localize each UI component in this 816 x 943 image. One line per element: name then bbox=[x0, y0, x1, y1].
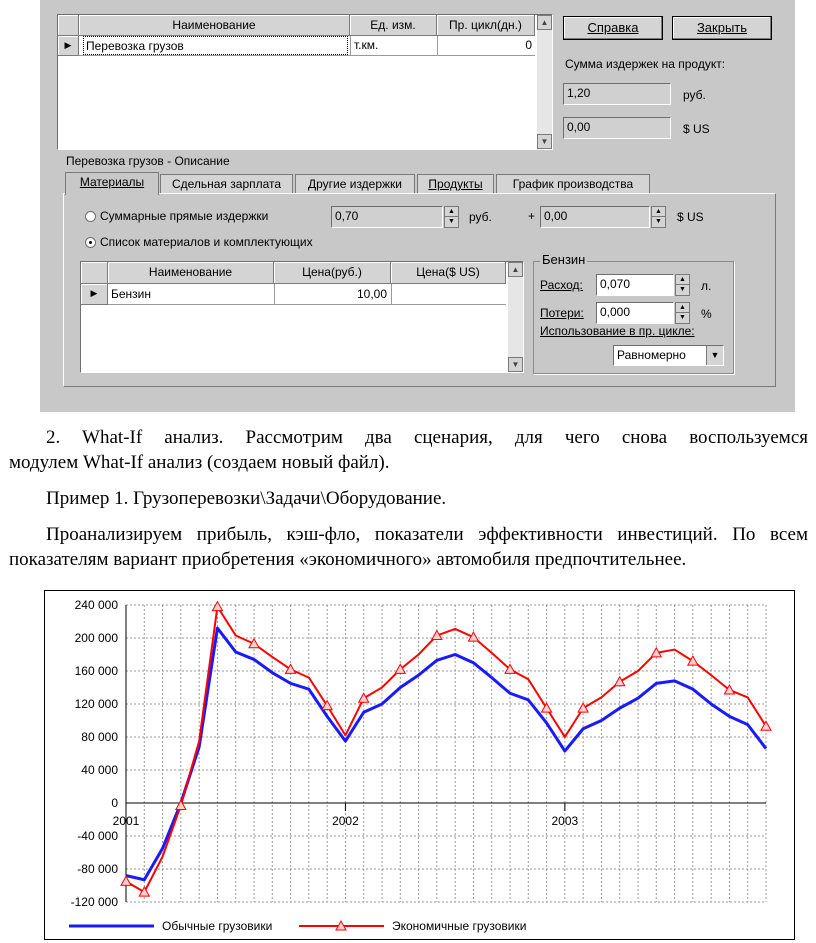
paragraph-what-if-line1: 2. What-If анализ. Рассмотрим два сценария, для чего снова воспользуемся bbox=[46, 427, 808, 448]
spin-down-icon[interactable]: ▼ bbox=[679, 286, 686, 293]
direct-usd-spinner[interactable] bbox=[651, 206, 666, 228]
column-header-cycle[interactable]: Пр. цикл(дн.) bbox=[437, 15, 535, 36]
column-header-name[interactable]: Наименование bbox=[79, 15, 350, 36]
x-tick-label: 2002 bbox=[332, 814, 359, 828]
table-row-selector-header bbox=[58, 15, 79, 36]
tab-piece-wages[interactable] bbox=[160, 174, 293, 193]
tab-production-schedule[interactable] bbox=[496, 174, 650, 193]
spin-up-icon[interactable]: ▲ bbox=[445, 207, 458, 217]
usage-select-value: Равномерно bbox=[617, 348, 686, 362]
tab-products[interactable] bbox=[417, 174, 494, 193]
loss-spinner[interactable] bbox=[675, 302, 690, 324]
radio-direct-costs[interactable] bbox=[85, 211, 96, 222]
chart-frame bbox=[45, 591, 795, 940]
scroll-down-icon[interactable]: ▼ bbox=[508, 357, 523, 372]
close-button[interactable] bbox=[672, 16, 772, 40]
usage-select[interactable] bbox=[613, 345, 724, 366]
y-tick-label: 120 000 bbox=[74, 697, 118, 711]
paragraph-analysis-line2: показателям вариант приобретения «экономичного» автомобиля предпочтительнее. bbox=[9, 549, 687, 570]
paragraph-analysis-line1: Проанализируем прибыль, кэш-фло, показатели эффективности инвестиций. По всем bbox=[46, 524, 808, 545]
y-tick-label: 80 000 bbox=[81, 730, 118, 744]
column-header-price-rub[interactable]: Цена(руб.) bbox=[274, 262, 391, 284]
loss-unit: % bbox=[701, 307, 712, 321]
scroll-up-icon[interactable]: ▲ bbox=[537, 15, 552, 30]
fuel-group-title: Бензин bbox=[542, 252, 586, 267]
tab-other-costs-label: Другие издержки bbox=[307, 177, 403, 191]
cash-flow-chart bbox=[44, 590, 795, 940]
materials-scrollbar[interactable] bbox=[508, 262, 523, 372]
y-tick-label: 40 000 bbox=[81, 763, 118, 777]
products-table[interactable] bbox=[57, 14, 553, 150]
spin-down-icon[interactable]: ▼ bbox=[655, 218, 662, 225]
direct-rub-spinner[interactable] bbox=[444, 206, 459, 228]
cost-usd-unit: $ US bbox=[683, 122, 710, 136]
tab-materials[interactable] bbox=[65, 172, 159, 195]
loss-label: Потери: bbox=[540, 306, 584, 320]
help-button-label: Справка bbox=[587, 20, 639, 35]
consumption-label: Расход: bbox=[540, 278, 583, 292]
paragraph-what-if-line2: модулем What-If анализ (создаем новый файл). bbox=[9, 452, 390, 473]
materials-dialog bbox=[40, 0, 795, 412]
tab-production-schedule-label: График производства bbox=[512, 177, 634, 191]
chevron-down-icon[interactable]: ▼ bbox=[706, 346, 723, 365]
x-tick-label: 2001 bbox=[112, 814, 140, 828]
column-header-unit[interactable]: Ед. изм. bbox=[350, 15, 437, 36]
tab-materials-label: Материалы bbox=[79, 175, 145, 189]
cost-usd-field[interactable]: 0,00 bbox=[563, 117, 671, 139]
scroll-up-icon[interactable]: ▲ bbox=[508, 262, 523, 277]
cost-rub-field[interactable]: 1,20 bbox=[563, 83, 671, 105]
cell-cycle[interactable]: 0 bbox=[525, 38, 532, 52]
section-title: Перевозка грузов - Описание bbox=[66, 154, 230, 168]
cost-sum-label: Сумма издержек на продукт: bbox=[565, 57, 726, 71]
row-pointer-icon: ▶ bbox=[58, 36, 79, 56]
radio-materials-list[interactable] bbox=[85, 237, 96, 248]
table-row-selector-header bbox=[81, 262, 108, 284]
row-pointer-icon: ▶ bbox=[81, 284, 108, 305]
y-tick-label: 240 000 bbox=[74, 598, 118, 612]
radio-direct-costs-label[interactable]: Суммарные прямые издержки bbox=[100, 209, 269, 223]
cell-product-name[interactable]: Перевозка грузов bbox=[83, 36, 348, 55]
spin-up-icon[interactable]: ▲ bbox=[676, 303, 689, 313]
x-tick-label: 2003 bbox=[551, 814, 579, 828]
plus-sign: + bbox=[528, 209, 536, 223]
y-tick-label: -80 000 bbox=[77, 862, 118, 876]
legend-label-economy: Экономичные грузовики bbox=[392, 919, 527, 933]
y-tick-label: 0 bbox=[111, 796, 118, 810]
tab-other-costs[interactable] bbox=[295, 174, 415, 193]
paragraph-example: Пример 1. Грузоперевозки\Задачи\Оборудование. bbox=[46, 488, 447, 509]
y-tick-label: -40 000 bbox=[77, 829, 118, 843]
cell-price-rub[interactable]: 10,00 bbox=[356, 287, 387, 301]
tab-products-label: Продукты bbox=[428, 177, 483, 191]
y-tick-label: -120 000 bbox=[70, 895, 118, 909]
direct-usd-field[interactable]: 0,00 bbox=[540, 206, 650, 228]
cell-unit[interactable]: т.км. bbox=[354, 38, 379, 52]
close-button-label: Закрыть bbox=[696, 20, 748, 35]
spin-up-icon[interactable]: ▲ bbox=[652, 207, 665, 217]
radio-materials-list-label[interactable]: Список материалов и комплектующих bbox=[100, 235, 313, 249]
loss-field[interactable]: 0,000 bbox=[596, 302, 674, 324]
spin-up-icon[interactable]: ▲ bbox=[676, 275, 689, 285]
table-row[interactable] bbox=[58, 36, 535, 56]
scroll-down-icon[interactable]: ▼ bbox=[537, 134, 552, 149]
tab-piece-wages-label: Сдельная зарплата bbox=[171, 177, 282, 191]
consumption-field[interactable]: 0,070 bbox=[596, 274, 674, 296]
column-header-price-usd[interactable]: Цена($ US) bbox=[391, 262, 506, 284]
spin-down-icon[interactable]: ▼ bbox=[679, 314, 686, 321]
usage-label: Использование в пр. цикле: bbox=[540, 324, 695, 338]
direct-rub-unit: руб. bbox=[469, 210, 492, 224]
consumption-spinner[interactable] bbox=[675, 274, 690, 296]
materials-table[interactable] bbox=[80, 261, 524, 373]
y-tick-label: 160 000 bbox=[74, 664, 118, 678]
cell-material-name[interactable]: Бензин bbox=[111, 287, 152, 301]
spin-down-icon[interactable]: ▼ bbox=[448, 218, 455, 225]
table-row[interactable] bbox=[81, 284, 506, 305]
table-scrollbar[interactable] bbox=[537, 15, 552, 149]
consumption-unit: л. bbox=[701, 279, 712, 293]
direct-rub-field[interactable]: 0,70 bbox=[331, 206, 443, 228]
column-header-name[interactable]: Наименование bbox=[108, 262, 274, 284]
cost-rub-unit: руб. bbox=[683, 88, 706, 102]
help-button[interactable] bbox=[563, 16, 663, 40]
y-tick-label: 200 000 bbox=[74, 631, 118, 645]
legend-label-regular: Обычные грузовики bbox=[162, 919, 273, 933]
direct-usd-unit: $ US bbox=[677, 210, 704, 224]
